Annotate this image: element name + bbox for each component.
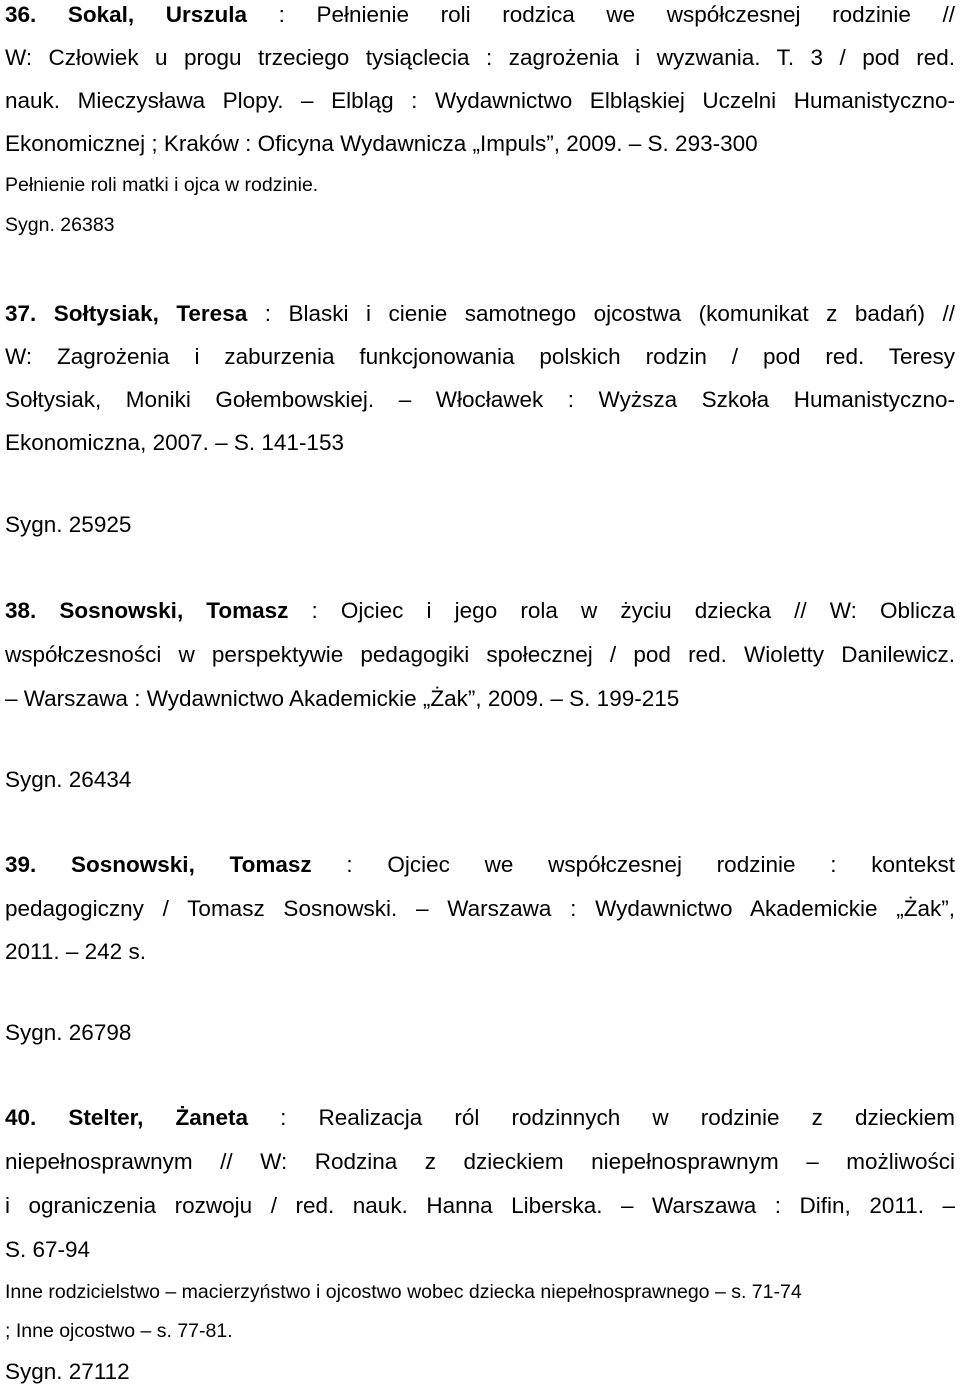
entry-38-sygn: Sygn. 26434 bbox=[5, 767, 132, 792]
entry-36-note: Pełnienie roli matki i ojca w rodzinie. bbox=[5, 174, 319, 196]
entry-40-sygn: Sygn. 27112 bbox=[5, 1359, 130, 1384]
entry-37-line-1 bbox=[5, 303, 955, 326]
entry-39-line-1 bbox=[5, 854, 955, 877]
entry-37-line-4: Ekonomiczna, 2007. – S. 141-153 bbox=[5, 430, 344, 455]
entry-author: Stelter, Żaneta bbox=[68, 1105, 249, 1130]
entry-40-line-4: S. 67-94 bbox=[5, 1237, 91, 1262]
entry-37-sygn: Sygn. 25925 bbox=[5, 512, 132, 537]
entry-number: 38. bbox=[5, 598, 37, 623]
entry-36-line-2: W: Człowiek u progu trzeciego tysiąclecia : zagrożenia i wyzwania. T. 3 / pod red. bbox=[5, 45, 955, 70]
entry-38-line-3: – Warszawa : Wydawnictwo Akademickie „Żak”, 2009. – S. 199-215 bbox=[5, 686, 680, 711]
entry-36-sygn: Sygn. 26383 bbox=[5, 214, 115, 236]
entry-number: 37. bbox=[5, 301, 37, 326]
entry-38-line-1 bbox=[5, 600, 955, 623]
entry-36-line-1 bbox=[5, 4, 955, 27]
entry-title-text: : Blaski i cienie samotnego ojcostwa (komunikat z badań) // bbox=[247, 301, 955, 326]
entry-author: Sołtysiak, Teresa bbox=[53, 301, 248, 326]
entry-36-line-3: nauk. Mieczysława Plopy. – Elbląg : Wydawnictwo Elbląskiej Uczelni Humanistyczno- bbox=[5, 88, 955, 113]
entry-39-sygn: Sygn. 26798 bbox=[5, 1020, 132, 1045]
entry-37-line-3: Sołtysiak, Moniki Gołembowskiej. – Włocławek : Wyższa Szkoła Humanistyczno- bbox=[5, 387, 955, 412]
entry-author: Sosnowski, Tomasz bbox=[59, 598, 289, 623]
entry-40-note-1: Inne rodzicielstwo – macierzyństwo i ojcostwo wobec dziecka niepełnosprawnego – s. 71-74 bbox=[5, 1281, 802, 1303]
entry-40-line-2: niepełnosprawnym // W: Rodzina z dzieckiem niepełnosprawnym – możliwości bbox=[5, 1149, 955, 1174]
entry-40-note-2: ; Inne ojcostwo – s. 77-81. bbox=[5, 1320, 233, 1342]
entry-39-line-3: 2011. – 242 s. bbox=[5, 939, 146, 964]
entry-title-text: : Ojciec i jego rola w życiu dziecka // W: Oblicza bbox=[288, 598, 955, 623]
entry-36-line-4: Ekonomicznej ; Kraków : Oficyna Wydawnicza „Impuls”, 2009. – S. 293-300 bbox=[5, 131, 758, 156]
entry-40-line-3: i ograniczenia rozwoju / red. nauk. Hanna Liberska. – Warszawa : Difin, 2011. – bbox=[5, 1193, 955, 1218]
entry-number: 36. bbox=[5, 2, 37, 27]
entry-author: Sokal, Urszula bbox=[67, 2, 248, 27]
entry-title-text: : Ojciec we współczesnej rodzinie : kontekst bbox=[311, 852, 955, 877]
entry-38-line-2: współczesności w perspektywie pedagogiki społecznej / pod red. Wioletty Danilewicz. bbox=[5, 642, 955, 667]
entry-37-line-2: W: Zagrożenia i zaburzenia funkcjonowania polskich rodzin / pod red. Teresy bbox=[5, 344, 955, 369]
entry-author: Sosnowski, Tomasz bbox=[71, 852, 312, 877]
entry-number: 40. bbox=[5, 1105, 37, 1130]
entry-number: 39. bbox=[5, 852, 37, 877]
entry-title-text: : Realizacja ról rodzinnych w rodzinie z dzieckiem bbox=[248, 1105, 955, 1130]
entry-title-text: : Pełnienie roli rodzica we współczesnej rodzinie // bbox=[247, 2, 955, 27]
entry-40-line-1 bbox=[5, 1107, 955, 1130]
entry-39-line-2: pedagogiczny / Tomasz Sosnowski. – Warszawa : Wydawnictwo Akademickie „Żak”, bbox=[5, 896, 955, 921]
